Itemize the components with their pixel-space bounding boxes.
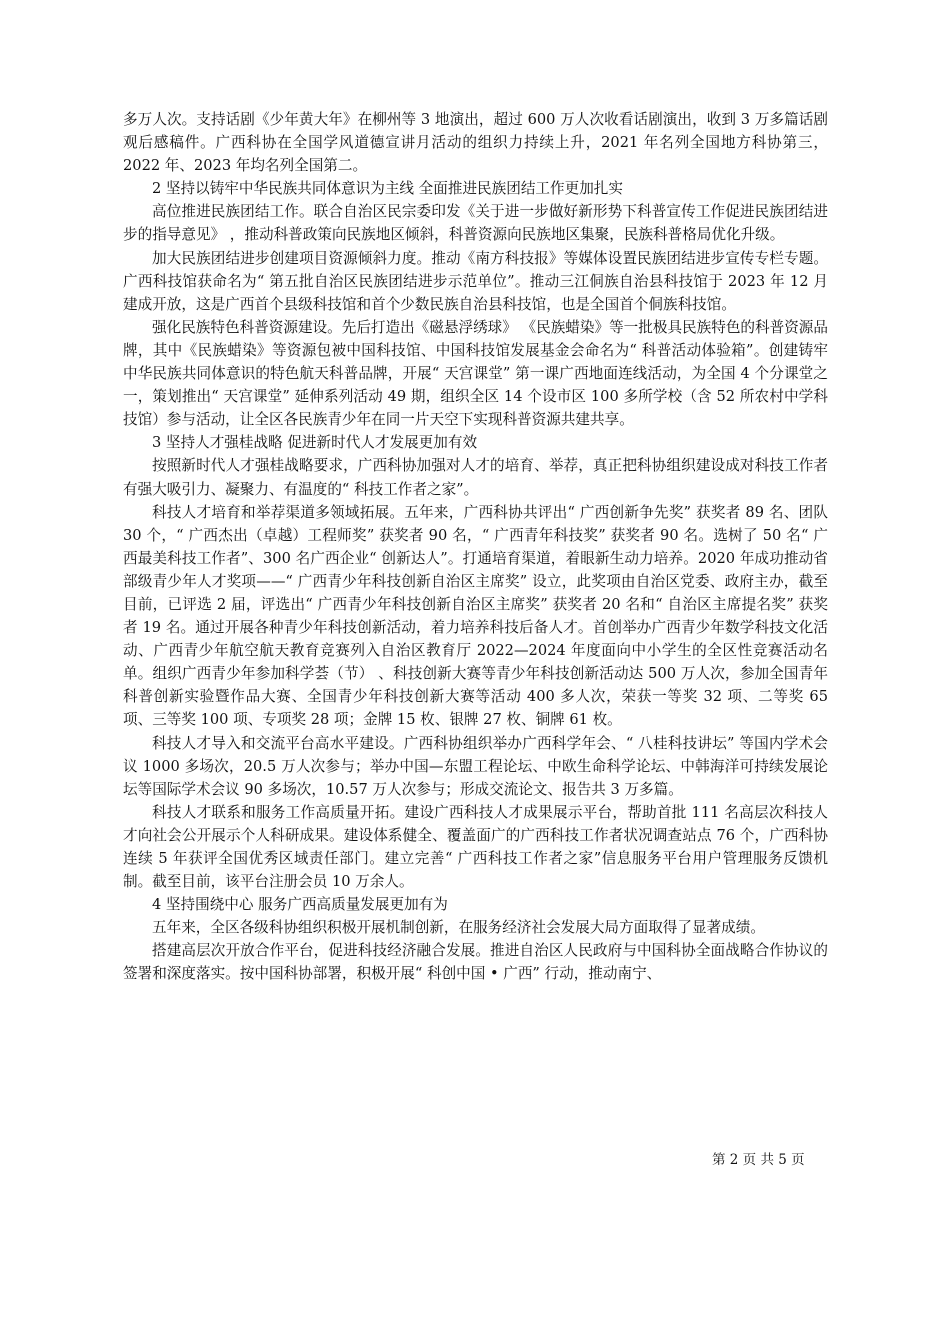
paragraph-5: 强化民族特色科普资源建设。先后打造出《磁悬浮绣球》 《民族蜡染》等一批极具民族特色的科普资源品牌，其中《民族蜡染》等资源包被中国科技馆、中国科技馆发展基金会命名为“ 科普活动体验箱”。创建铸牢中华民族共同体意识的特色航天科普品牌，开展“ 天宫课堂” 第一课广西地面连线活动，为全国 4 个分课堂之一，策划推出“ 天宫课堂” 延伸系列活动 49 期，组织全区 14 个设市区 100 多所学校（含 52 所农村中学科技馆）参与活动，让全区各民族青少年在同一片天空下实现科普资源共建共享。 [123, 318, 828, 429]
paragraph-3: 高位推进民族团结工作。联合自治区民宗委印发《关于进一步做好新形势下科普宣传工作促进民族团结进步的指导意见》 ，推动科普政策向民族地区倾斜，科普资源向民族地区集聚，民族科普格局优化升级。 [123, 203, 828, 244]
paragraph-8: 科技人才培育和举荐渠道多领域拓展。五年来，广西科协共评出“ 广西创新争先奖” 获奖者 89 名、团队 30 个，“ 广西杰出（卓越）工程师奖” 获奖者 90 名，“ 广西青年科技奖” 获奖者 90 名。选树了 50 名“ 广西最美科技工作者”、300 名广西企业“ 创新达人”。打通培育渠道，着眼新生动力培养。2020 年成功推动省部级青少年人才奖项——“ 广西青少年科技创新自治区主席奖” 设立，此奖项由自治区党委、政府主办，截至目前，已评选 2 届，评选出“ 广西青少年科技创新自治区主席奖” 获奖者 20 名和“ 自治区主席提名奖” 获奖者 19 名。通过开展各种青少年科技创新活动，着力培养科技后备人才。首创举办广西青少年数学科技文化活动、广西青少年航空航天教育竞赛列入自治区教育厅 2022—2024 年度面向中小学生的全区性竞赛活动名单。组织广西青少年参加科学荟（节） 、科技创新大赛等青少年科技创新活动达 500 万人次，参加全国青年科普创新实验暨作品大赛、全国青少年科技创新大赛等活动 400 多人次，荣获一等奖 32 项、二等奖 65 项、三等奖 100 项、专项奖 28 项；金牌 15 枚、银牌 27 枚、铜牌 61 枚。 [123, 503, 828, 729]
page-number-footer: 第 2 页 共 5 页 [712, 1152, 805, 1168]
paragraph-4: 加大民族团结进步创建项目资源倾斜力度。推动《南方科技报》等媒体设置民族团结进步宣传专栏专题。广西科技馆获命名为“ 第五批自治区民族团结进步示范单位”。推动三江侗族自治县科技馆于 2023 年 12 月建成开放，这是广西首个县级科技馆和首个少数民族自治县科技馆，也是全国首个侗族科技馆。 [123, 249, 828, 313]
paragraph-7: 按照新时代人才强桂战略要求，广西科协加强对人才的培育、举荐，真正把科协组织建设成对科技工作者有强大吸引力、凝聚力、有温度的“ 科技工作者之家”。 [123, 457, 828, 498]
section-heading-4: 4 坚持围绕中心 服务广西高质量发展更加有为 [152, 896, 448, 914]
section-heading-3: 3 坚持人才强桂战略 促进新时代人才发展更加有效 [152, 434, 478, 452]
paragraph-13: 搭建高层次开放合作平台，促进科技经济融合发展。推进自治区人民政府与中国科协全面战略合作协议的签署和深度落实。按中国科协部署，积极开展“ 科创中国 • 广西” 行动，推动南宁、 [123, 942, 828, 983]
paragraph-1: 多万人次。支持话剧《少年黄大年》在柳州等 3 地演出，超过 600 万人次收看话剧演出，收到 3 万多篇话剧观后感稿件。广西科协在全国学风道德宣讲月活动的组织力持续上升，2021 年名列全国地方科协第三，2022 年、2023 年均名列全国第二。 [123, 111, 828, 175]
paragraph-12: 五年来，全区各级科协组织积极开展机制创新，在服务经济社会发展大局方面取得了显著成绩。 [152, 919, 765, 937]
document-body [123, 108, 828, 986]
section-heading-2: 2 坚持以铸牢中华民族共同体意识为主线 全面推进民族团结工作更加扎实 [152, 180, 623, 198]
paragraph-10: 科技人才联系和服务工作高质量开拓。建设广西科技人才成果展示平台，帮助首批 111 名高层次科技人才向社会公开展示个人科研成果。建设体系健全、覆盖面广的广西科技工作者状况调查站点 76 个，广西科协连续 5 年获评全国优秀区域责任部门。建立完善“ 广西科技工作者之家”信息服务平台用户管理服务反馈机制。截至目前，该平台注册会员 10 万余人。 [123, 803, 828, 891]
paragraph-9: 科技人才导入和交流平台高水平建设。广西科协组织举办广西科学年会、“ 八桂科技讲坛” 等国内学术会议 1000 多场次，20.5 万人次参与；举办中国—东盟工程论坛、中欧生命科学论坛、中韩海洋可持续发展论坛等国际学术会议 90 多场次，10.57 万人次参与；形成交流论文、报告共 3 万多篇。 [123, 734, 828, 798]
